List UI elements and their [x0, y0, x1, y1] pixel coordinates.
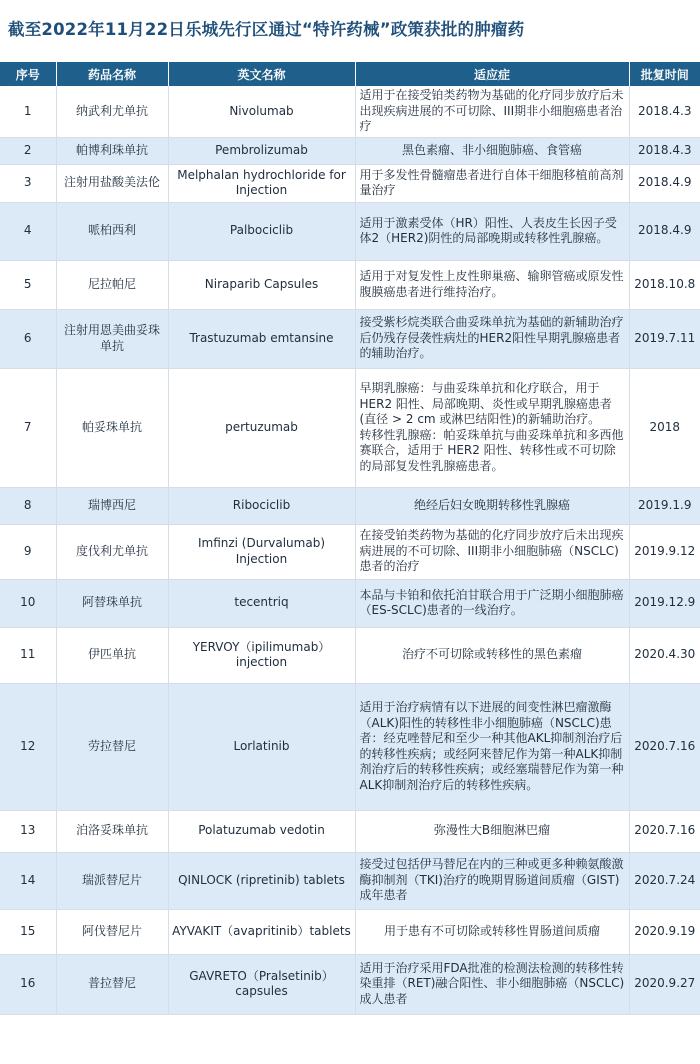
cell-drug-name: 瑞派替尼片 [56, 852, 168, 909]
cell-english-name: Palbociclib [168, 202, 355, 260]
cell-no: 2 [0, 137, 56, 164]
cell-indication: 黑色素瘤、非小细胞肺癌、食管癌 [355, 137, 629, 164]
table-row [0, 164, 700, 202]
cell-drug-name: 泊洛妥珠单抗 [56, 810, 168, 852]
cell-approval-date: 2018.4.9 [629, 164, 700, 202]
cell-indication: 适用于在接受铂类药物为基础的化疗同步放疗后未出现疾病进展的不可切除、III期非小细胞癌患者治疗 [355, 86, 629, 137]
cell-english-name: Imfinzi (Durvalumab) Injection [168, 524, 355, 579]
cell-drug-name: 注射用盐酸美法伦 [56, 164, 168, 202]
table-row [0, 579, 700, 627]
cell-indication: 用于患有不可切除或转移性胃肠道间质瘤 [355, 909, 629, 954]
cell-english-name: Polatuzumab vedotin [168, 810, 355, 852]
cell-drug-name: 瑞博西尼 [56, 487, 168, 524]
cell-english-name: QINLOCK (ripretinib) tablets [168, 852, 355, 909]
table-row [0, 137, 700, 164]
cell-indication: 在接受铂类药物为基础的化疗同步放疗后未出现疾病进展的不可切除、III期非小细胞肺癌（NSCLC)患者的治疗 [355, 524, 629, 579]
cell-no: 7 [0, 368, 56, 487]
cell-approval-date: 2020.4.30 [629, 627, 700, 683]
cell-indication: 用于多发性骨髓瘤患者进行自体干细胞移植前高剂量治疗 [355, 164, 629, 202]
cell-no: 3 [0, 164, 56, 202]
cell-approval-date: 2018 [629, 368, 700, 487]
table-row [0, 852, 700, 909]
table-header-row [0, 62, 700, 86]
table-row [0, 954, 700, 1014]
cell-indication: 适用于激素受体（HR）阳性、人表皮生长因子受体2（HER2)阴性的局部晚期或转移性乳腺癌。 [355, 202, 629, 260]
cell-english-name: Lorlatinib [168, 683, 355, 810]
cell-indication: 适用于治疗病情有以下进展的间变性淋巴瘤激酶（ALK)阳性的转移性非小细胞肺癌（NSCLC)患者：经克唑替尼和至少一种其他AKL抑制剂治疗后的转移性疾病；或经阿来替尼作为第一种ALK抑制剂治疗后的转移性疾病；或经塞瑞替尼作为第一种ALK抑制剂治疗后的转移性疾病。 [355, 683, 629, 810]
table-row [0, 524, 700, 579]
cell-english-name: GAVRETO（Pralsetinib）capsules [168, 954, 355, 1014]
cell-approval-date: 2020.9.19 [629, 909, 700, 954]
cell-no: 5 [0, 260, 56, 309]
cell-approval-date: 2018.4.3 [629, 137, 700, 164]
cell-drug-name: 阿替珠单抗 [56, 579, 168, 627]
drug-table [0, 62, 700, 1015]
cell-no: 12 [0, 683, 56, 810]
cell-indication: 治疗不可切除或转移性的黑色素瘤 [355, 627, 629, 683]
table-row [0, 487, 700, 524]
header-approval-date: 批复时间 [629, 62, 700, 86]
cell-indication: 适用于治疗采用FDA批准的检测法检测的转移性转染重排（RET)融合阳性、非小细胞肺癌（NSCLC)成人患者 [355, 954, 629, 1014]
header-indication: 适应症 [355, 62, 629, 86]
table-row [0, 368, 700, 487]
table-row [0, 202, 700, 260]
cell-approval-date: 2018.4.3 [629, 86, 700, 137]
table-row [0, 683, 700, 810]
cell-drug-name: 纳武利尤单抗 [56, 86, 168, 137]
cell-drug-name: 度伐利尤单抗 [56, 524, 168, 579]
cell-approval-date: 2020.7.16 [629, 810, 700, 852]
cell-drug-name: 注射用恩美曲妥珠单抗 [56, 309, 168, 368]
table-row [0, 627, 700, 683]
cell-approval-date: 2018.4.9 [629, 202, 700, 260]
header-no: 序号 [0, 62, 56, 86]
cell-approval-date: 2019.7.11 [629, 309, 700, 368]
cell-no: 8 [0, 487, 56, 524]
cell-indication: 绝经后妇女晚期转移性乳腺癌 [355, 487, 629, 524]
cell-approval-date: 2018.10.8 [629, 260, 700, 309]
cell-english-name: AYVAKIT（avapritinib）tablets [168, 909, 355, 954]
cell-drug-name: 哌柏西利 [56, 202, 168, 260]
cell-no: 11 [0, 627, 56, 683]
cell-english-name: YERVOY（ipilimumab）injection [168, 627, 355, 683]
cell-indication: 早期乳腺癌：与曲妥珠单抗和化疗联合，用于 HER2 阳性、局部晚期、炎性或早期乳腺癌患者(直径 > 2 cm 或淋巴结阳性)的新辅助治疗。 转移性乳腺癌：帕妥珠单抗与曲妥珠单抗和多西他赛联合，适用于 HER2 阳性、转移性或不可切除的局部复发性乳腺癌患者。 [355, 368, 629, 487]
table-row [0, 86, 700, 137]
cell-english-name: Nivolumab [168, 86, 355, 137]
cell-no: 15 [0, 909, 56, 954]
cell-approval-date: 2019.1.9 [629, 487, 700, 524]
cell-drug-name: 普拉替尼 [56, 954, 168, 1014]
cell-english-name: pertuzumab [168, 368, 355, 487]
cell-drug-name: 阿伐替尼片 [56, 909, 168, 954]
cell-approval-date: 2020.9.27 [629, 954, 700, 1014]
cell-drug-name: 尼拉帕尼 [56, 260, 168, 309]
cell-drug-name: 伊匹单抗 [56, 627, 168, 683]
cell-approval-date: 2020.7.24 [629, 852, 700, 909]
cell-no: 16 [0, 954, 56, 1014]
cell-approval-date: 2020.7.16 [629, 683, 700, 810]
page-title: 截至2022年11月22日乐城先行区通过“特许药械”政策获批的肿瘤药 [8, 20, 525, 39]
cell-no: 4 [0, 202, 56, 260]
table-row [0, 309, 700, 368]
cell-indication: 弥漫性大B细胞淋巴瘤 [355, 810, 629, 852]
cell-english-name: Ribociclib [168, 487, 355, 524]
cell-no: 9 [0, 524, 56, 579]
cell-indication: 适用于对复发性上皮性卵巢癌、输卵管癌或原发性腹膜癌患者进行维持治疗。 [355, 260, 629, 309]
cell-drug-name: 帕妥珠单抗 [56, 368, 168, 487]
cell-english-name: Pembrolizumab [168, 137, 355, 164]
table-row [0, 909, 700, 954]
cell-approval-date: 2019.9.12 [629, 524, 700, 579]
cell-indication: 本品与卡铂和依托泊甘联合用于广泛期小细胞肺癌（ES-SCLC)患者的一线治疗。 [355, 579, 629, 627]
cell-drug-name: 帕博利珠单抗 [56, 137, 168, 164]
cell-english-name: Melphalan hydrochloride for Injection [168, 164, 355, 202]
cell-no: 14 [0, 852, 56, 909]
cell-english-name: Niraparib Capsules [168, 260, 355, 309]
header-english-name: 英文名称 [168, 62, 355, 86]
cell-indication: 接受紫杉烷类联合曲妥珠单抗为基础的新辅助治疗后仍残存侵袭性病灶的HER2阳性早期乳腺癌患者的辅助治疗。 [355, 309, 629, 368]
header-drug-name: 药品名称 [56, 62, 168, 86]
cell-english-name: Trastuzumab emtansine [168, 309, 355, 368]
cell-no: 6 [0, 309, 56, 368]
cell-approval-date: 2019.12.9 [629, 579, 700, 627]
cell-no: 1 [0, 86, 56, 137]
cell-english-name: tecentriq [168, 579, 355, 627]
table-row [0, 810, 700, 852]
cell-no: 10 [0, 579, 56, 627]
cell-drug-name: 劳拉替尼 [56, 683, 168, 810]
cell-no: 13 [0, 810, 56, 852]
table-row [0, 260, 700, 309]
cell-indication: 接受过包括伊马替尼在内的三种或更多种赖氨酸激酶抑制剂（TKI)治疗的晚期胃肠道间质瘤（GIST)成年患者 [355, 852, 629, 909]
